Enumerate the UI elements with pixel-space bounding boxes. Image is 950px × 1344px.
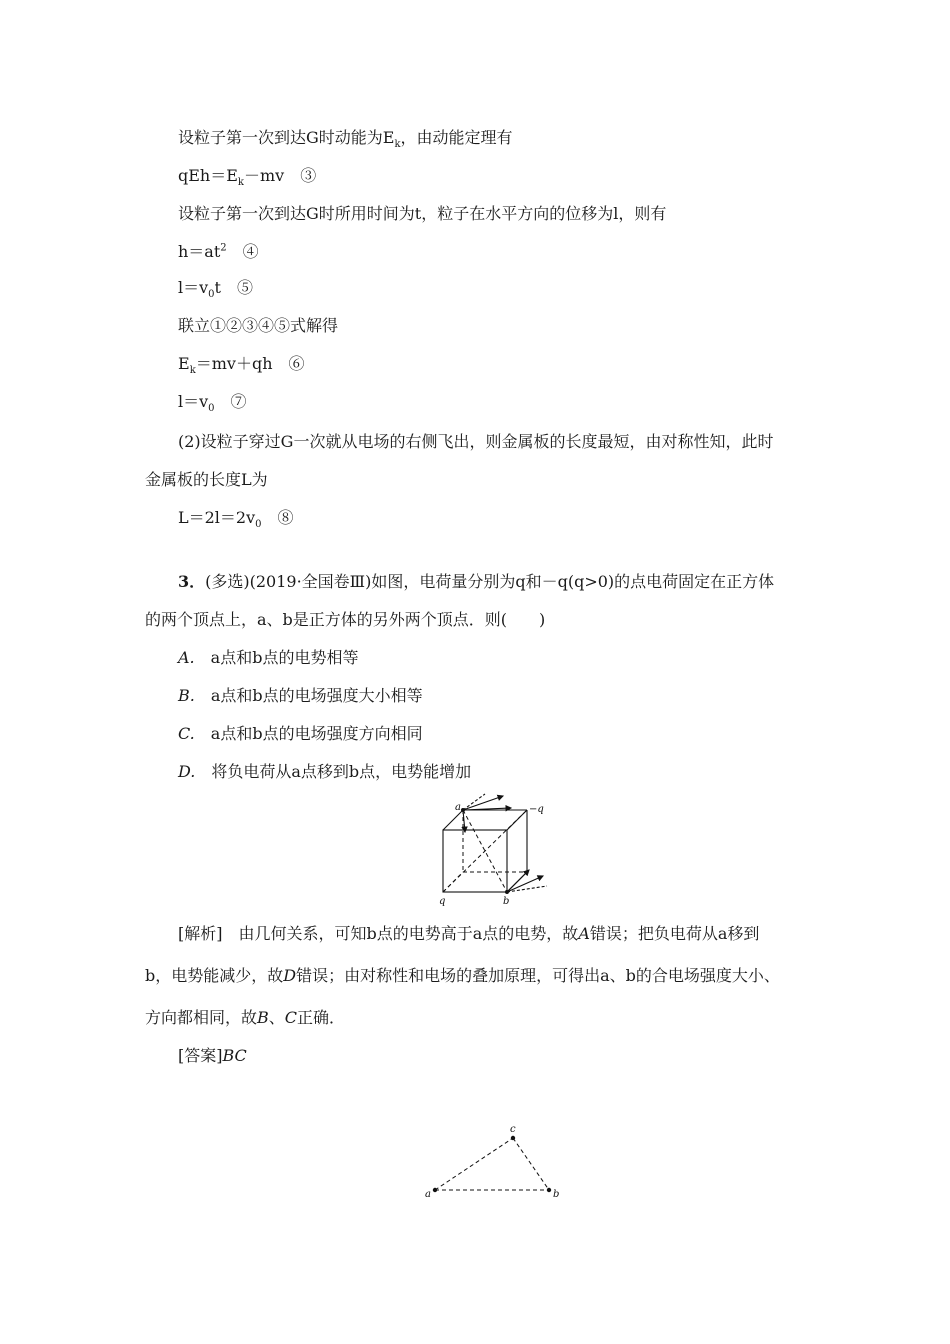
label-neg-q: −q <box>529 804 544 815</box>
triangle-label-c: c <box>510 1124 516 1135</box>
label-b: b <box>503 896 510 907</box>
label-q: q <box>439 896 446 907</box>
solution-line-3: 设粒子第一次到达G时所用时间为t，粒子在水平方向的位移为l，则有 <box>178 204 667 223</box>
solution2-line-1: (2)设粒子穿过G一次就从电场的右侧飞出，则金属板的长度最短，由对称性知，此时 <box>178 432 774 451</box>
question-3-stem-2: 的两个顶点上，a、b是正方体的另外两个顶点．则( ) <box>145 610 546 629</box>
solution-line-2: $qEh=E_k-mv$ ③ <box>178 166 317 189</box>
vector-b-2 <box>507 870 529 892</box>
triangle-point-a <box>433 1188 437 1192</box>
cube-diagonal-q-negq <box>443 810 527 892</box>
solution2-line-2: 金属板的长度L为 <box>145 470 268 489</box>
solution-line-5: $l=v_0t$ ⑤ <box>178 278 253 301</box>
point-b <box>505 890 509 894</box>
point-a <box>461 808 465 812</box>
solution-line-6: 联立①②③④⑤式解得 <box>178 316 339 335</box>
analysis-line-1: [解析] 由几何关系，可知b点的电势高于a点的电势，故A错误；把负电荷从a移到 <box>178 924 760 943</box>
triangle-label-b: b <box>553 1189 560 1200</box>
analysis-line-2: b，电势能减少，故D错误；由对称性和电场的叠加原理，可得出a、b的合电场强度大小、 <box>145 966 780 985</box>
question-3-stem-1: 3．(多选)(2019·全国卷Ⅲ)如图，电荷量分别为q和－q(q>0)的点电荷固定在正方体 <box>178 572 775 591</box>
triangle-side-ac <box>435 1138 513 1190</box>
vector-b-1 <box>507 876 543 892</box>
answer-line: [答案]BC <box>178 1046 247 1065</box>
solution-line-1: 设粒子第一次到达G时动能为$E_k$，由动能定理有 <box>178 128 513 151</box>
solution-line-7: $E_k=mv+qh$ ⑥ <box>178 354 305 377</box>
option-b: B. a点和b点的电场强度大小相等 <box>178 686 423 705</box>
option-c: C. a点和b点的电场强度方向相同 <box>178 724 423 743</box>
triangle-side-bc <box>513 1138 549 1190</box>
option-d: D. 将负电荷从a点移到b点，电势能增加 <box>178 762 472 781</box>
vector-a-dashed <box>463 794 485 810</box>
solution2-line-3: $L=2l=2v_0$ ⑧ <box>178 508 294 531</box>
solution-line-4: $h=at^2$ ④ <box>178 242 259 261</box>
label-a: a <box>455 802 461 813</box>
cube-figure <box>425 790 555 908</box>
analysis-line-3: 方向都相同，故B、C正确． <box>145 1008 346 1027</box>
triangle-figure <box>415 1120 575 1205</box>
triangle-label-a: a <box>425 1189 431 1200</box>
solution-line-8: $l=v_0$ ⑦ <box>178 392 247 415</box>
option-a: A. a点和b点的电势相等 <box>178 648 359 667</box>
cube-edge-top-left <box>443 810 463 830</box>
vector-a-1 <box>463 796 503 810</box>
triangle-point-b <box>547 1188 551 1192</box>
triangle-point-c <box>511 1136 515 1140</box>
